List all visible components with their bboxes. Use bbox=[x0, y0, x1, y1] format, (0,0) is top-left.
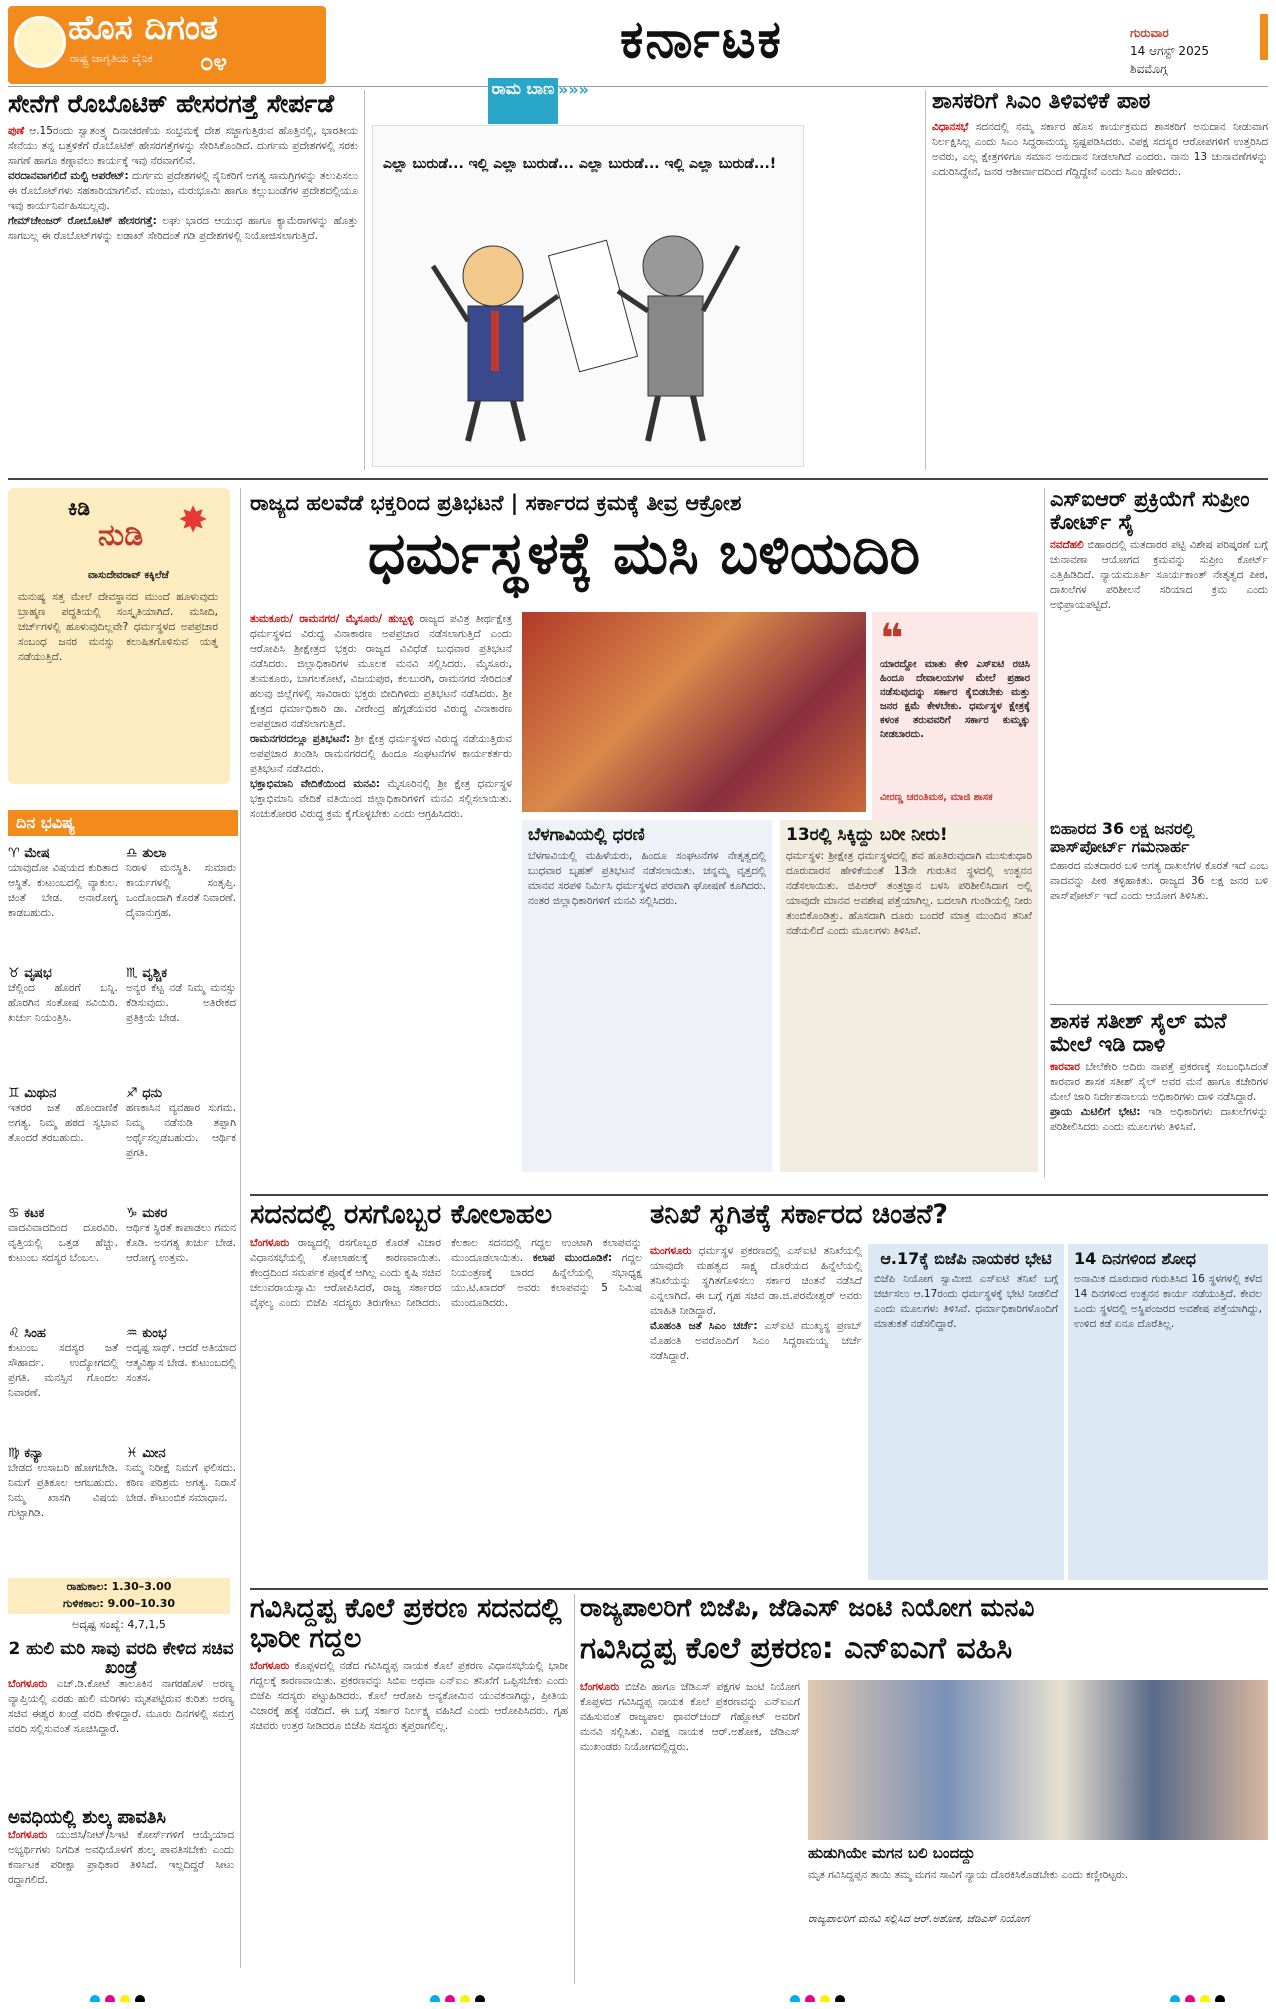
section-rule bbox=[8, 478, 1268, 480]
story-body: ಶ್ರೀ ಕ್ಷೇತ್ರ ಧರ್ಮಸ್ಥಳದ ವಿರುದ್ಧ ನಡೆಯುತ್ತಿರುವ ಅಪಪ್ರಚಾರ ಖಂಡಿಸಿ ರಾಮನಗರದಲ್ಲಿ ಹಿಂದೂ ಸಂಘಟನೆಗಳ ಕಾರ್ಯಕರ್ತರು ಪ್ರತಿಭಟನೆ ನಡೆಸಿದರು. bbox=[250, 733, 512, 775]
sign-text: ಇತರರ ಜತೆ ಹೊಂದಾಣಿಕೆ ಅಗತ್ಯ. ನಿಮ್ಮ ಹಠದ ಸ್ವಭಾವ ತೊಂದರೆ ತರಬಹುದು. bbox=[8, 1102, 118, 1144]
story-body: ಬಿಜೆಪಿ ಹಾಗೂ ಜೆಡಿಎಸ್ ಪಕ್ಷಗಳ ಜಂಟಿ ನಿಯೋಗ ಕೊಪ್ಪಳದ ಗವಿಸಿದ್ದಪ್ಪ ನಾಯಕ ಕೊಲೆ ಪ್ರಕರಣವನ್ನು ಎನ್‌ಐಎಗೆ ವಹಿಸುವಂತೆ ರಾಜ್ಯಪಾಲ ಥಾವರ್‌ಚಂದ್ ಗೆಹ್ಲೋಟ್ ಅವರಿಗೆ ಮನವಿ ಸಲ್ಲಿಸಿತು. ವಿಪಕ್ಷ ನಾಯಕ ಆರ್.ಅಶೋಕ, ಜೆಡಿಎಸ್ ಮುಖಂಡರು ನಿಯೋಗದಲ್ಲಿದ್ದರು. bbox=[580, 1681, 800, 1753]
story-sir bbox=[1050, 488, 1268, 818]
story-murder bbox=[250, 1594, 568, 1984]
sign-name: ಕಟಕ bbox=[24, 1206, 45, 1221]
story-sir-sub bbox=[1050, 820, 1268, 1000]
sign-text: ಚೆಲ್ಲಿಂದ ಹೊರಗೆ ಬನ್ನಿ. ಹೊರಗಿನ ಸಂತೋಷ ಸವಿಯಿರಿ. ಖರ್ಚು ನಿಯಂತ್ರಿಸಿ. bbox=[8, 982, 118, 1024]
sign-name: ಮಿಥುನ bbox=[24, 1086, 57, 1101]
subhead: ಗೇಮ್‌ಚೇಂಜರ್ ರೋಬೊಟಿಕ್ ಹೇಸರಗತ್ತೆ: bbox=[8, 214, 157, 227]
story-body: ಮೈಸೂರಿನಲ್ಲಿ ಶ್ರೀ ಕ್ಷೇತ್ರ ಧರ್ಮಸ್ಥಳ ಭಕ್ತಾಭಿಮಾನಿ ವೇದಿಕೆ ವತಿಯಿಂದ ಜಿಲ್ಲಾಧಿಕಾರಿಗಳಿಗೆ ಮನವಿ ಸಲ್ಲಿಸಲಾಯಿತು. ಸಂಚುಕೋರರ ವಿರುದ್ಧ ಕ್ರಮ ಕೈಗೊಳ್ಳಬೇಕು ಎಂದು ಆಗ್ರಹಿಸಿದರು. bbox=[250, 778, 512, 820]
column-divider bbox=[364, 90, 365, 470]
dateline: ಬೆಂಗಳೂರು bbox=[250, 1660, 290, 1673]
gemini-icon: ♊ bbox=[8, 1086, 25, 1101]
dateline: ವಿಧಾನಸಭೆ bbox=[932, 121, 969, 134]
headline[interactable]: ತನಿಖೆ ಸ್ಥಗಿತಕ್ಕೆ ಸರ್ಕಾರದ ಚಿಂತನೆ? bbox=[650, 1200, 949, 1230]
rahu-time: 1.30–3.00 bbox=[111, 1580, 172, 1593]
story-body: ದುರ್ಗಮ ಪ್ರದೇಶಗಳಲ್ಲಿ ಸೈನಿಕರಿಗೆ ಅಗತ್ಯ ಸಾಮಗ್ರಿಗಳನ್ನು ತಲುಪಿಸಲು ಈ ರೊಬೊಟ್‌ಗಳು ಸಹಕಾರಿಯಾಗಲಿವೆ. ಮಂಜು, ಮರುಭೂಮಿ ಹಾಗೂ ಕಲ್ಲುಬಂಡೆಗಳ ಪ್ರದೇಶದಲ್ಲಿಯೂ ಇವು ಕಾರ್ಯನಿರ್ವಹಿಸಬಲ್ಲವು. bbox=[8, 169, 358, 212]
horoscope-sign-gemini bbox=[8, 1086, 118, 1146]
sign-text: ಬೇಡದ ಉಸಾಬರಿ ಹೋಗಬೇಡಿ. ನಿಮಗೆ ಪ್ರತಿಕೂಲ ಆಗಬಹುದು. ನಿಮ್ಮ ಖಾಸಗಿ ವಿಷಯ ಗುಟ್ಟಾಗಿಡಿ. bbox=[8, 1462, 118, 1519]
sign-name: ಮೇಷ bbox=[24, 846, 50, 861]
story-body: ಎಸ್‌ಐಟಿ ಮುಖ್ಯಸ್ಥ ಪ್ರಣಬ್ ಮೊಹಂತಿ ಅವರೊಂದಿಗೆ ಸಿಎಂ ಸಿದ್ದರಾಮಯ್ಯ ಚರ್ಚೆ ನಡೆಸಿದ್ದಾರೆ. bbox=[650, 1320, 862, 1362]
capricorn-icon: ♑ bbox=[126, 1206, 143, 1221]
sign-text: ಅದೃಷ್ಟ ಸಾಥ್. ಆದರೆ ಅತಿಯಾದ ಆತ್ಮವಿಶ್ವಾಸ ಬೇಡ. ಕುಟುಂಬದಲ್ಲಿ ಸಂತಸ. bbox=[126, 1342, 236, 1384]
masthead-rule bbox=[8, 86, 1268, 87]
story-assembly bbox=[250, 1200, 642, 1580]
kidi-nudi-box bbox=[8, 488, 230, 784]
paper-tagline: ರಾಷ್ಟ್ರ ಜಾಗೃತಿಯ ದೈನಿಕ bbox=[70, 52, 153, 65]
sign-name: ತುಲಾ bbox=[142, 846, 167, 861]
story-body: ಸದನದಲ್ಲಿ ನಮ್ಮ ಸರ್ಕಾರ ಹೊಸ ಕಾರ್ಯಕ್ರಮದ ಶಾಸಕರಿಗೆ ಅನುದಾನ ನೀಡುವಾಗ ನಿರ್ಲಕ್ಷಿಸಿಲ್ಲ ಎಂದು ಸಿಎಂ ಸಿದ್ದರಾಮಯ್ಯ ಸ್ಪಷ್ಟಪಡಿಸಿದರು. ವಿಪಕ್ಷ ಸದಸ್ಯರ ಆರೋಪಗಳಿಗೆ ಉತ್ತರಿಸಿದ ಅವರು, ಎಲ್ಲ ಕ್ಷೇತ್ರಗಳಿಗೂ ಸಮಾನ ಅನುದಾನ ನೀಡಲಾಗಿದೆ ಎಂದರು. ನಾನು 13 ಚುನಾವಣೆಗಳನ್ನು ಎದುರಿಸಿದ್ದೇನೆ, ಜನರ ಆಶೀರ್ವಾದದಿಂದ ಗೆದ್ದಿದ್ದೇನೆ ಎಂದು ಸಿಎಂ ಹೇಳಿದರು. bbox=[932, 121, 1268, 179]
story-body: ರಾಜ್ಯದಲ್ಲಿ ರಸಗೊಬ್ಬರ ಕೊರತೆ ವಿಚಾರ ವಿಧಾನಸಭೆಯಲ್ಲಿ ಕೋಲಾಹಲಕ್ಕೆ ಕಾರಣವಾಯಿತು. ಕೇಂದ್ರದಿಂದ ಸಮರ್ಪಕ ಪೂರೈಕೆ ಆಗಿಲ್ಲ ಎಂದು ಕೃಷಿ ಸಚಿವ ಚಲುವರಾಯಸ್ವಾಮಿ ಆರೋಪಿಸಿದರೆ, ರಾಜ್ಯ ಸರ್ಕಾರದ ವೈಫಲ್ಯ ಎಂದು ಬಿಜೆಪಿ ಸದಸ್ಯರು ತಿರುಗೇಟು ನೀಡಿದರು. ಕೆಲಕಾಲ ಸದನದಲ್ಲಿ ಗದ್ದಲ ಉಂಟಾಗಿ ಕಲಾಪವನ್ನು ಮುಂದೂಡಲಾಯಿತು. bbox=[250, 1236, 642, 1309]
scorpio-icon: ♏ bbox=[126, 966, 143, 981]
horoscope-sign-libra bbox=[126, 846, 236, 921]
guli-label: ಗುಳಿಕಕಾಲ bbox=[62, 1597, 100, 1610]
chevron-right-icon: »»» bbox=[558, 80, 590, 96]
story-body: ಬಿಹಾರದ ಮತದಾರರ ಬಳಿ ಅಗತ್ಯ ದಾಖಲೆಗಳ ಕೊರತೆ ಇದೆ ಎಂಬ ವಾದವನ್ನು ಪೀಠ ತಳ್ಳಿಹಾಕಿತು. ರಾಜ್ಯದ 36 ಲಕ್ಷ ಜನರ ಬಳಿ ಪಾಸ್‌ಪೋರ್ಟ್ ಇದೆ ಎಂದು ಆಯೋಗ ತಿಳಿಸಿತು. bbox=[1050, 860, 1268, 903]
headline[interactable]: 2 ಹುಲಿ ಮರಿ ಸಾವು ವರದಿ ಕೇಳಿದ ಸಚಿವ ಖಂಡ್ರೆ bbox=[8, 1640, 234, 1678]
sign-text: ನಿರಾಳ ಮನಸ್ಥಿತಿ. ಸುಮಾರು ಕಾರ್ಯಗಳಲ್ಲಿ ಸಂತೃಪ್ತಿ. ಒಂದೊಂದಾಗಿ ಕೊರತೆ ನಿವಾರಣೆ. ದೈವಾನುಗ್ರಹ. bbox=[126, 862, 236, 919]
kidi-body: ಮನುಷ್ಯ ಸತ್ತ ಮೇಲೆ ದೇವಸ್ಥಾನದ ಮುಂದೆ ಹೂಳುವುದು ಬ್ರಾಹ್ಮಣ ಪದ್ಧತಿಯಲ್ಲಿ ಸಂಸ್ಕೃತಿಯಾಗಿದೆ. ಮಸೀದಿ, ಚರ್ಚ್‌ಗಳಲ್ಲಿ ಹೂಳುವುದಿಲ್ಲವೇ? ಧರ್ಮಸ್ಥಳದ ಅಪಪ್ರಚಾರ ಸಂಬಂಧ ಜನರ ಮನಸ್ಸು ಕಲುಷಿತಗೊಳಿಸುವ ಯತ್ನ ನಡೆಯುತ್ತಿದೆ. bbox=[18, 591, 218, 663]
cartoon-figure-right bbox=[618, 236, 738, 441]
horoscope-sign-capricorn bbox=[126, 1206, 236, 1266]
headline[interactable]: ಬಿಹಾರದ 36 ಲಕ್ಷ ಜನರಲ್ಲಿ ಪಾಸ್‌ಪೋರ್ಟ್ ಗಮನಾರ್ಹ bbox=[1050, 820, 1195, 856]
box-title[interactable]: 14 ದಿನಗಳಿಂದ ಶೋಧ bbox=[1074, 1249, 1196, 1268]
governor-photo[interactable] bbox=[808, 1680, 1268, 1840]
story-body: ಬಿಹಾರದಲ್ಲಿ ಮತದಾರರ ಪಟ್ಟಿ ವಿಶೇಷ ಪರಿಷ್ಕರಣೆ ಬಗ್ಗೆ ಚುನಾವಣಾ ಆಯೋಗದ ಕ್ರಮವನ್ನು ಸುಪ್ರೀಂ ಕೋರ್ಟ್ ಎತ್ತಿಹಿಡಿದಿದೆ. ನ್ಯಾಯಮೂರ್ತಿ ಸೂರ್ಯಕಾಂತ್ ನೇತೃತ್ವದ ಪೀಠ, ದಾಖಲೆಗಳ ಪರಿಶೀಲನೆ ಸರಿಯಾದ ಕ್ರಮ ಎಂದು ಅಭಿಪ್ರಾಯಪಟ್ಟಿದೆ. bbox=[1050, 539, 1268, 612]
quote-text: ಯಾರದ್ದೋ ಮಾತು ಕೇಳಿ ಎಸ್‌ಐಟಿ ರಚಿಸಿ ಹಿಂದೂ ದೇವಾಲಯಗಳ ಮೇಲೆ ಪ್ರಹಾರ ನಡೆಸುವುದನ್ನು ಸರ್ಕಾರ ಕೈಬಿಡಬೇಕು ಮತ್ತು ಜನರ ಕ್ಷಮೆ ಕೇಳಬೇಕು. ಧರ್ಮಸ್ಥಳ ಕ್ಷೇತ್ರಕ್ಕೆ ಕಳಂಕ ತರುವವರಿಗೆ ಸರ್ಕಾರ ಕುಮ್ಮಕ್ಕು ನೀಡಬಾರದು. bbox=[880, 659, 1030, 740]
story-body: ಕೊಪ್ಪಳದಲ್ಲಿ ನಡೆದ ಗವಿಸಿದ್ದಪ್ಪ ನಾಯಕ ಕೊಲೆ ಪ್ರಕರಣ ವಿಧಾನಸಭೆಯಲ್ಲಿ ಭಾರೀ ಗದ್ದಲಕ್ಕೆ ಕಾರಣವಾಯಿತು. ಪ್ರಕರಣವನ್ನು ಸಿಬಿಐ ಅಥವಾ ಎನ್‌ಐಎ ತನಿಖೆಗೆ ಒಪ್ಪಿಸಬೇಕು ಎಂದು ಬಿಜೆಪಿ ಸದಸ್ಯರು ಪಟ್ಟುಹಿಡಿದರು. ಕೊಲೆ ಆರೋಪಿ ಅನ್ಯಕೋಮಿನ ಯುವಕನಾಗಿದ್ದು, ಪ್ರೀತಿಯ ವಿಚಾರಕ್ಕೆ ಹತ್ಯೆ ನಡೆದಿದೆ. ಈ ಬಗ್ಗೆ ಸರ್ಕಾರ ನಿರ್ಲಕ್ಷ್ಯ ವಹಿಸಿದೆ ಎಂದು ಆರೋಪಿಸಿದರು. ಗೃಹ ಸಚಿವರು ಉತ್ತರ ನೀಡಿದರೂ ಬಿಜೆಪಿ ಸದಸ್ಯರು ತೃಪ್ತರಾಗಲಿಲ್ಲ. bbox=[250, 1660, 568, 1733]
story-governor-head2 bbox=[580, 1632, 1268, 1672]
sign-text: ವಾದವಿವಾದದಿಂದ ದೂರವಿರಿ. ವೃತ್ತಿಯಲ್ಲಿ ಒತ್ತಡ ಹೆಚ್ಚು. ಕುಟುಂಬ ಸದಸ್ಯರ ಬೆಂಬಲ. bbox=[8, 1222, 118, 1264]
story-body: ರಾಜ್ಯದ ಪವಿತ್ರ ತೀರ್ಥಕ್ಷೇತ್ರ ಧರ್ಮಸ್ಥಳದ ವಿರುದ್ಧ ವಿನಾಕಾರಣ ಅಪಪ್ರಚಾರ ನಡೆಸಲಾಗುತ್ತಿದೆ ಎಂದು ಆರೋಪಿಸಿ ಶ್ರೀಕ್ಷೇತ್ರದ ಭಕ್ತರು ರಾಜ್ಯದ ವಿವಿಧೆಡೆ ಬುಧವಾರ ಪ್ರತಿಭಟನೆ ನಡೆಸಿದರು. ಜಿಲ್ಲಾಧಿಕಾರಿಗಳ ಮೂಲಕ ಮನವಿ ಸಲ್ಲಿಸಿದರು. ಮೈಸೂರು, ತುಮಕೂರು, ಬಾಗಲಕೋಟೆ, ವಿಜಯಪುರ, ಕಲಬುರಗಿ, ರಾಮನಗರ ಸೇರಿದಂತೆ ಹಲವು ಜಿಲ್ಲೆಗಳಲ್ಲಿ ಸಾವಿರಾರು ಭಕ್ತರು ಬೀದಿಗಿಳಿದು ಪ್ರತಿಭಟನೆ ನಡೆಸಿದರು. ಶ್ರೀ ಕ್ಷೇತ್ರದ ಧರ್ಮಾಧಿಕಾರಿ ಡಾ. ವೀರೇಂದ್ರ ಹೆಗ್ಗಡೆಯವರ ವಿರುದ್ಧ ವಿನಾಕಾರಣ ಅಪಪ್ರಚಾರ ನಡೆಸಲಾಗುತ್ತಿದೆ. bbox=[250, 613, 512, 730]
story-body: ಬೇಲೆಕೇರಿ ಅದಿರು ನಾಪತ್ತೆ ಪ್ರಕರಣಕ್ಕೆ ಸಂಬಂಧಿಸಿದಂತೆ ಕಾರವಾರ ಶಾಸಕ ಸತೀಶ್ ಸೈಲ್ ಅವರ ಮನೆ ಹಾಗೂ ಕಚೇರಿಗಳ ಮೇಲೆ ಜಾರಿ ನಿರ್ದೇಶನಾಲಯ ಅಧಿಕಾರಿಗಳು ದಾಳಿ ನಡೆಸಿದ್ದಾರೆ. bbox=[1050, 1061, 1268, 1104]
story-governor-head bbox=[580, 1594, 1268, 1630]
horoscope-sign-pisces bbox=[126, 1446, 236, 1506]
registration-marks bbox=[90, 1990, 150, 2002]
protest-photo[interactable] bbox=[522, 612, 866, 812]
story-mla-raid bbox=[1050, 1010, 1268, 1190]
dateline: ಬೆಂಗಳೂರು bbox=[8, 1828, 48, 1841]
headline[interactable]: ಶಾಸಕ ಸತೀಶ್ ಸೈಲ್ ಮನೆ ಮೇಲೆ ಇಡಿ ದಾಳಿ bbox=[1050, 1010, 1227, 1057]
headline[interactable]: ಸೇನೆಗೆ ರೊಬೊಟಿಕ್ ಹೇಸರಗತ್ತೆ ಸೇರ್ಪಡೆ bbox=[8, 90, 335, 118]
registration-marks bbox=[1170, 1990, 1230, 2002]
subhead: ಮೊಹಂತಿ ಜತೆ ಸಿಎಂ ಚರ್ಚೆ: bbox=[650, 1320, 758, 1332]
column-divider bbox=[925, 90, 926, 470]
dateline: ಪುಣೆ bbox=[8, 124, 25, 137]
dateline: ಕಾರವಾರ bbox=[1050, 1061, 1080, 1074]
cartoon-book bbox=[548, 240, 637, 371]
cartoon-speech: ಎಲ್ಲಾ ಬುರುಡೆ... ಇಲ್ಲಿ ಎಲ್ಲಾ ಬುರುಡೆ... ಎಲ್ಲಾ ಬುರುಡೆ... ಇಲ್ಲಿ ಎಲ್ಲಾ ಬುರುಡೆ...! bbox=[383, 156, 777, 172]
sign-name: ಧನು bbox=[142, 1086, 162, 1101]
paper-name: ಹೊಸ ದಿಗಂತ bbox=[68, 8, 218, 48]
story-body: ಲಘು ಭಾರದ ಆಯುಧ ಹಾಗೂ ಕ್ಯಾಮೆರಾಗಳನ್ನು ಹೊತ್ತು ಸಾಗಬಲ್ಲ ಈ ರೊಬೊಟ್‌ಗಳನ್ನು ಲಡಾಖ್ ಸೇರಿದಂತೆ ಗಡಿ ಪ್ರದೇಶಗಳಲ್ಲಿ ನಿಯೋಜಿಸಲಾಗುತ್ತಿದೆ. bbox=[8, 214, 358, 242]
sign-name: ಕುಂಭ bbox=[142, 1326, 167, 1341]
registration-marks bbox=[430, 1990, 490, 2002]
box-body: ಬೆಳಗಾವಿಯಲ್ಲಿ ಮಹಿಳೆಯರು, ಹಿಂದೂ ಸಂಘಟನೆಗಳ ನೇತೃತ್ವದಲ್ಲಿ ಬುಧವಾರ ಬೃಹತ್ ಪ್ರತಿಭಟನೆ ನಡೆಸಲಾಯಿತು. ಚನ್ನಮ್ಮ ವೃತ್ತದಲ್ಲಿ ಮಾನವ ಸರಪಳಿ ನಿರ್ಮಿಸಿ ಧರ್ಮಸ್ಥಳದ ಪರವಾಗಿ ಘೋಷಣೆ ಕೂಗಿದರು. ನಂತರ ಜಿಲ್ಲಾಧಿಕಾರಿಗಳಿಗೆ ಮನವಿ ಸಲ್ಲಿಸಿದರು. bbox=[528, 849, 766, 907]
cartoon-tag: ರಾಮ ಬಾಣ bbox=[488, 78, 558, 124]
sign-text: ನಿಮ್ಮ ನಿರೀಕ್ಷೆ ನಿಮಗೆ ಫಲಿಸದು. ಕಠಿಣ ಪರಿಶ್ರಮ ಅಗತ್ಯ. ನಿರಾಸೆ ಬೇಡ. ಕೌಟುಂಬಿಕ ಸಮಾಧಾನ. bbox=[126, 1462, 236, 1504]
box-body: ಧರ್ಮಸ್ಥಳ: ಶ್ರೀಕ್ಷೇತ್ರ ಧರ್ಮಸ್ಥಳದಲ್ಲಿ ಶವ ಹೂತಿರುವುದಾಗಿ ಮುಸುಕುಧಾರಿ ದೂರುದಾರನ ಹೇಳಿಕೆಯಂತೆ 13ನೇ ಗುರುತಿನ ಸ್ಥಳದಲ್ಲಿ ಉತ್ಖನನ ನಡೆಸಲಾಯಿತು. ಜಿಪಿಆರ್ ತಂತ್ರಜ್ಞಾನ ಬಳಸಿ ಪರಿಶೀಲಿಸಿದಾಗ ಅಲ್ಲಿ ಯಾವುದೇ ಮಾನವ ಅವಶೇಷ ಪತ್ತೆಯಾಗಿಲ್ಲ. ಬದಲಾಗಿ ಗುಂಡಿಯಲ್ಲಿ ನೀರು ತುಂಬಿಕೊಂಡಿತ್ತು. ಹೊಸದಾಗಿ ದೂರು ಬಂದರೆ ಮಾತ್ರ ಮುಂದಿನ ತನಿಖೆ ನಡೆಯಲಿದೆ ಎಂದು ಮೂಲಗಳು ತಿಳಿಸಿವೆ. bbox=[786, 849, 1032, 937]
cartoon-drawing bbox=[373, 126, 803, 466]
pisces-icon: ♓ bbox=[126, 1446, 143, 1461]
registration-marks bbox=[790, 1990, 850, 2002]
story-deadline bbox=[8, 1808, 234, 1978]
sign-name: ವೃಷಭ bbox=[24, 966, 52, 981]
headline[interactable]: ಸದನದಲ್ಲಿ ರಸಗೊಬ್ಬರ ಕೋಲಾಹಲ bbox=[250, 1200, 553, 1230]
photo-credit: ರಾಜ್ಯಪಾಲರಿಗೆ ಮನವಿ ಸಲ್ಲಿಸಿದ ಆರ್.ಅಶೋಕ, ಜೆಡಿಎಸ್ ನಿಯೋಗ bbox=[808, 1913, 1030, 1925]
box-belagavi bbox=[522, 820, 772, 1172]
quote-icon: ❝ bbox=[880, 616, 904, 662]
headline[interactable]: ಗವಿಸಿದ್ದಪ್ಪ ಕೊಲೆ ಪ್ರಕರಣ: ಎನ್‌ಐಎಗೆ ವಹಿಸಿ bbox=[580, 1632, 1013, 1666]
weekday: ಗುರುವಾರ bbox=[1130, 26, 1169, 40]
headline[interactable]: ಶಾಸಕರಿಗೆ ಸಿಎಂ ತಿಳಿವಳಿಕೆ ಪಾಠ bbox=[932, 90, 1151, 114]
column-divider bbox=[574, 1594, 575, 1984]
sign-name: ಮಕರ bbox=[142, 1206, 168, 1221]
box-14-days bbox=[1068, 1244, 1268, 1580]
city: ಶಿವಮೊಗ್ಗ bbox=[1130, 62, 1168, 76]
paper-logo[interactable] bbox=[8, 6, 326, 84]
rahu-label: ರಾಹುಕಾಲ bbox=[66, 1580, 104, 1593]
column-divider bbox=[240, 488, 241, 1968]
lucky-label: ಅದೃಷ್ಟ ಸಂಖ್ಯೆ bbox=[72, 1618, 121, 1631]
kidi-title: ಕಿಡಿ bbox=[68, 496, 90, 520]
kidi-author: ವಾಸುದೇವರಾವ್ ಕಕ್ಕಿಲೆಜೆ bbox=[88, 570, 169, 581]
horoscope-title: ದಿನ ಭವಿಷ್ಯ bbox=[8, 810, 238, 836]
horoscope-sign-aries bbox=[8, 846, 118, 921]
aquarius-icon: ♒ bbox=[126, 1326, 143, 1341]
cartoon-panel[interactable] bbox=[372, 125, 804, 467]
box-title[interactable]: ಬೆಳಗಾವಿಯಲ್ಲಿ ಧರಣಿ bbox=[528, 825, 645, 845]
dateline: ಬೆಂಗಳೂರು bbox=[8, 1678, 48, 1691]
box-bjp-visit bbox=[868, 1244, 1064, 1580]
horoscope-grid bbox=[8, 846, 238, 1576]
page-number: ೦೪ bbox=[200, 48, 227, 76]
story-body: ಎಚ್.ಡಿ.ಕೋಟೆ ತಾಲೂಕಿನ ನಾಗರಹೊಳೆ ಅರಣ್ಯ ವ್ಯಾಪ್ತಿಯಲ್ಲಿ ಎರಡು ಹುಲಿ ಮರಿಗಳು ಮೃತಪಟ್ಟಿರುವ ಕುರಿತು ಅರಣ್ಯ ಸಚಿವ ಈಶ್ವರ ಖಂಡ್ರೆ ವರದಿ ಕೇಳಿದ್ದಾರೆ. ಮೂರು ದಿನಗಳಲ್ಲಿ ಸಮಗ್ರ ವರದಿ ಸಲ್ಲಿಸುವಂತೆ ಸೂಚಿಸಿದ್ದಾರೆ. bbox=[8, 1678, 234, 1736]
sign-name: ಕನ್ಯಾ bbox=[24, 1446, 44, 1461]
sign-text: ಹಣಕಾಸಿನ ವ್ಯವಹಾರ ಸುಗಮ. ನಿಮ್ಮ ನಡೆನುಡಿ ತಪ್ಪಾಗಿ ಅರ್ಥೈಸಲ್ಪಡಬಹುದು. ಆರ್ಥಿಕ ಪ್ರಗತಿ. bbox=[126, 1102, 236, 1159]
horoscope-sign-leo bbox=[8, 1326, 118, 1401]
story-body: ಗದ್ದಲ ನಿಯಂತ್ರಣಕ್ಕೆ ಬಾರದ ಹಿನ್ನೆಲೆಯಲ್ಲಿ ಸಭಾಧ್ಯಕ್ಷ ಯು.ಟಿ.ಖಾದರ್ ಅವರು ಕಲಾಪವನ್ನು 5 ನಿಮಿಷ ಮುಂದೂಡಿದರು. bbox=[451, 1251, 642, 1309]
rahu-guli-box: ರಾಹುಕಾಲ: 1.30–3.00 ಗುಳಿಕಕಾಲ: 9.00–10.30 bbox=[8, 1578, 230, 1614]
guli-time: 9.00–10.30 bbox=[107, 1597, 176, 1610]
subhead: ಕಲಾಪ ಮುಂದೂಡಿಕೆ: bbox=[532, 1251, 613, 1264]
sign-name: ಸಿಂಹ bbox=[24, 1326, 46, 1341]
dateline: ತುಮಕೂರು/ ರಾಮನಗರ/ ಮೈಸೂರು/ ಹುಬ್ಬಳ್ಳಿ bbox=[250, 613, 414, 625]
box-title[interactable]: ಆ.17ಕ್ಕೆ ಬಿಜೆಪಿ ನಾಯಕರ ಭೇಟಿ bbox=[880, 1249, 1052, 1268]
section-rule bbox=[250, 1588, 1268, 1590]
story-rule bbox=[1050, 1004, 1268, 1005]
sign-name: ವೃಶ್ಚಿಕ bbox=[142, 966, 168, 981]
headline[interactable]: ಗವಿಸಿದ್ದಪ್ಪ ಕೊಲೆ ಪ್ರಕರಣ ಸದನದಲ್ಲಿ ಭಾರೀ ಗದ್ದಲ bbox=[250, 1594, 562, 1654]
sagittarius-icon: ♐ bbox=[126, 1086, 143, 1101]
sign-name: ಮೀನ bbox=[142, 1446, 166, 1461]
subhead: ವರದಾನವಾಗಲಿದೆ ಮಲ್ಟಿ ಆಪರೇಟ್: bbox=[8, 169, 129, 182]
headline[interactable]: ಅವಧಿಯಲ್ಲಿ ಶುಲ್ಕ ಪಾವತಿಸಿ bbox=[8, 1808, 166, 1828]
section-rule bbox=[250, 1194, 1268, 1196]
quote-author: ವೀರಣ್ಣ ಚರಂತಿಮಠ, ಮಾಜಿ ಶಾಸಕ bbox=[880, 792, 993, 803]
taurus-icon: ♉ bbox=[8, 966, 25, 981]
story-probe bbox=[650, 1244, 862, 1580]
sign-text: ಕುಟುಂಬ ಸದಸ್ಯರ ಜತೆ ಸೌಹಾರ್ದ. ಉದ್ಯೋಗದಲ್ಲಿ ಪ್ರಗತಿ. ಮನಸ್ಸಿನ ಗೊಂದಲ ನಿವಾರಣೆ. bbox=[8, 1342, 118, 1399]
dateline-block bbox=[1130, 24, 1209, 78]
photo-caption-body: ಮೃತ ಗವಿಸಿದ್ದಪ್ಪನ ತಾಯಿ ತಮ್ಮ ಮಗನ ಸಾವಿಗೆ ನ್ಯಾಯ ದೊರಕಿಸಿಕೊಡಬೇಕು ಎಂದು ಕಣ್ಣೀರಿಟ್ಟರು. bbox=[808, 1869, 1129, 1881]
kidi-title-sub: ನುಡಿ bbox=[98, 518, 144, 553]
leo-icon: ♌ bbox=[8, 1326, 25, 1341]
subhead: ಪ್ರಾಯ ಮಿಟಿಲಿಗೆ ಭೇಟಿ: bbox=[1050, 1106, 1141, 1119]
lead-kicker: ರಾಜ್ಯದ ಹಲವೆಡೆ ಭಕ್ತರಿಂದ ಪ್ರತಿಭಟನೆ | ಸರ್ಕಾರದ ಕ್ರಮಕ್ಕೆ ತೀವ್ರ ಆಕ್ರೋಶ bbox=[250, 491, 742, 515]
subhead: ರಾಮನಗರದಲ್ಲೂ ಪ್ರತಿಭಟನೆ: bbox=[250, 733, 351, 745]
horoscope-sign-aquarius bbox=[126, 1326, 236, 1386]
sign-text: ಅನ್ಯರ ಕೆಟ್ಟ ನಡೆ ನಿಮ್ಮ ಮನಸ್ಸು ಕೆಡಿಸುವುದು. ಅತಿರೇಕದ ಪ್ರತಿಕ್ರಿಯೆ ಬೇಡ. bbox=[126, 982, 236, 1024]
headline[interactable]: ಎಸ್‌ಐಆರ್ ಪ್ರಕ್ರಿಯೆಗೆ ಸುಪ್ರೀಂ ಕೋರ್ಟ್ ಸೈ bbox=[1050, 488, 1250, 535]
virgo-icon: ♍ bbox=[8, 1446, 25, 1461]
story-cm bbox=[932, 90, 1268, 470]
horoscope-sign-scorpio bbox=[126, 966, 236, 1026]
quote-box bbox=[872, 612, 1038, 820]
lucky-value: 4,7,1,5 bbox=[127, 1618, 166, 1631]
headline[interactable]: ರಾಜ್ಯಪಾಲರಿಗೆ ಬಿಜೆಪಿ, ಜೆಡಿಎಸ್ ಜಂಟಿ ನಿಯೋಗ ಮನವಿ bbox=[580, 1594, 1035, 1622]
dateline: ಮಂಗಳೂರು bbox=[650, 1245, 692, 1257]
story-robotic bbox=[8, 90, 358, 470]
cancer-icon: ♋ bbox=[8, 1206, 25, 1221]
horoscope-sign-taurus bbox=[8, 966, 118, 1026]
dateline: ಬೆಂಗಳೂರು bbox=[580, 1681, 620, 1693]
dateline: ಬೆಂಗಳೂರು bbox=[250, 1236, 290, 1249]
story-body: ಆ.15ರಂದು ಸ್ವಾತಂತ್ರ್ಯ ದಿನಾಚರಣೆಯ ಸಂಭ್ರಮಕ್ಕೆ ದೇಶ ಸಜ್ಜಾಗುತ್ತಿರುವ ಹೊತ್ತಿನಲ್ಲಿ, ಭಾರತೀಯ ಸೇನೆಯು ತನ್ನ ಬತ್ತಳಿಕೆಗೆ ರೊಬೊಟಿಕ್ ಹೇಸರಗತ್ತೆಗಳನ್ನು ಸೇರಿಸಿಕೊಂಡಿದೆ. ದುರ್ಗಮ ಪ್ರದೇಶಗಳಲ್ಲಿ ಸರಕು ಸಾಗಣೆ ಹಾಗೂ ಕಣ್ಗಾವಲು ಕಾರ್ಯಕ್ಕೆ ಇವು ನೆರವಾಗಲಿವೆ. bbox=[8, 124, 358, 167]
subhead: ಭಕ್ತಾಭಿಮಾನಿ ವೇದಿಕೆಯಿಂದ ಮನವಿ: bbox=[250, 778, 380, 790]
story-probe-head bbox=[650, 1200, 1268, 1240]
story-governor bbox=[580, 1680, 800, 1980]
column-divider bbox=[1044, 488, 1045, 1178]
sign-text: ಯಾವುದೋ ವಿಷಯದ ಕುರಿತಾದ ಆಸ್ಥಿತೆ. ಕುಟುಂಬದಲ್ಲಿ ವ್ಯಾಕುಲ. ಚಿಂತೆ ಬೇಡ. ಅನಾರೋಗ್ಯ ಕಾಡಬಹುದು. bbox=[8, 862, 118, 919]
sign-text: ಆರ್ಥಿಕ ಸ್ಥಿರತೆ ಕಾಪಾಡಲು ಗಮನ ಕೊಡಿ. ಅನಗತ್ಯ ಖರ್ಚು ಬೇಡ. ಆರೋಗ್ಯ ಉತ್ತಮ. bbox=[126, 1222, 236, 1264]
horoscope-sign-sagittarius bbox=[126, 1086, 236, 1161]
date: 14 ಆಗಸ್ಟ್ 2025 bbox=[1130, 44, 1209, 58]
box-body: ಬಿಜೆಪಿ ನಿಯೋಗ ಸ್ವಾಮೀಜಿ ಎಸ್‌ಐಟಿ ತನಿಖೆ ಬಗ್ಗೆ ಚರ್ಚಿಸಲು ಆ.17ರಂದು ಧರ್ಮಸ್ಥಳಕ್ಕೆ ಭೇಟಿ ನೀಡಲಿದೆ ಎಂದು ಮೂಲಗಳು ತಿಳಿಸಿವೆ. ಧರ್ಮಾಧಿಕಾರಿಗಳೊಂದಿಗೆ ಮಾತುಕತೆ ನಡೆಸಲಿದ್ದಾರೆ. bbox=[874, 1272, 1058, 1330]
story-body: ಧರ್ಮಸ್ಥಳ ಪ್ರಕರಣದಲ್ಲಿ ಎಸ್‌ಐಟಿ ತನಿಖೆಯಲ್ಲಿ ಯಾವುದೇ ಮಹತ್ವದ ಸಾಕ್ಷ್ಯ ದೊರೆಯದ ಹಿನ್ನೆಲೆಯಲ್ಲಿ ತನಿಖೆಯನ್ನು ಸ್ಥಗಿತಗೊಳಿಸಲು ಸರ್ಕಾರ ಚಿಂತನೆ ನಡೆಸಿದೆ ಎನ್ನಲಾಗಿದೆ. ಈ ಬಗ್ಗೆ ಗೃಹ ಸಚಿವ ಡಾ.ಜಿ.ಪರಮೇಶ್ವರ್ ಅವರು ಮಾಹಿತಿ ನೀಡಿದ್ದಾರೆ. bbox=[650, 1245, 862, 1317]
box-title[interactable]: 13ರಲ್ಲಿ ಸಿಕ್ಕಿದ್ದು ಬರೀ ನೀರು! bbox=[786, 825, 948, 845]
horoscope-sign-cancer bbox=[8, 1206, 118, 1266]
section-title: ಕರ್ನಾಟಕ bbox=[620, 10, 783, 70]
masthead-marker bbox=[1260, 14, 1268, 60]
spark-icon: ✸ bbox=[178, 500, 209, 541]
aries-icon: ♈ bbox=[8, 846, 25, 861]
box-body: ಅನಾಮಿಕ ದೂರುದಾರ ಗುರುತಿಸಿದ 16 ಸ್ಥಳಗಳಲ್ಲಿ ಕಳೆದ 14 ದಿನಗಳಿಂದ ಉತ್ಖನನ ಕಾರ್ಯ ನಡೆಯುತ್ತಿದೆ. ಕೇವಲ ಒಂದು ಸ್ಥಳದಲ್ಲಿ ಅಸ್ಥಿಪಂಜರದ ಅವಶೇಷ ಪತ್ತೆಯಾಗಿದ್ದು, ಉಳಿದ ಕಡೆ ಏನೂ ದೊರೆತಿಲ್ಲ. bbox=[1074, 1272, 1262, 1330]
lead-headline[interactable]: ಧರ್ಮಸ್ಥಳಕ್ಕೆ ಮಸಿ ಬಳಿಯದಿರಿ bbox=[367, 522, 921, 587]
story-tiger bbox=[8, 1640, 234, 1810]
logo-emblem-icon bbox=[14, 16, 66, 68]
cartoon-figure-left bbox=[433, 246, 558, 441]
dateline: ನವದೆಹಲಿ bbox=[1050, 539, 1084, 552]
libra-icon: ♎ bbox=[126, 846, 143, 861]
story-body: ಯುಜಿಸಿ/ನೀಟ್/ಸಿಇಟಿ ಕೋರ್ಸ್‌ಗಳಿಗೆ ಆಯ್ಕೆಯಾದ ಅಭ್ಯರ್ಥಿಗಳು ನಿಗದಿತ ಅವಧಿಯೊಳಗೆ ಶುಲ್ಕ ಪಾವತಿಸಬೇಕು ಎಂದು ಕರ್ನಾಟಕ ಪರೀಕ್ಷಾ ಪ್ರಾಧಿಕಾರ ತಿಳಿಸಿದೆ. ಇಲ್ಲದಿದ್ದರೆ ಸೀಟು ರದ್ದಾಗಲಿದೆ. bbox=[8, 1828, 234, 1886]
box-13th-site bbox=[780, 820, 1038, 1172]
story-body: ಇಡಿ ಅಧಿಕಾರಿಗಳು ದಾಖಲೆಗಳನ್ನು ಪರಿಶೀಲಿಸಿದರು ಎಂದು ಮೂಲಗಳು ತಿಳಿಸಿವೆ. bbox=[1050, 1106, 1268, 1134]
lead-story-body bbox=[250, 612, 512, 1172]
photo-caption-head: ಹುಡುಗಿಯೇ ಮಗನ ಬಲಿ ಬಂದದ್ದು bbox=[808, 1844, 1268, 1866]
horoscope-sign-virgo bbox=[8, 1446, 118, 1521]
lucky-number: ಅದೃಷ್ಟ ಸಂಖ್ಯೆ: 4,7,1,5 bbox=[72, 1618, 166, 1631]
